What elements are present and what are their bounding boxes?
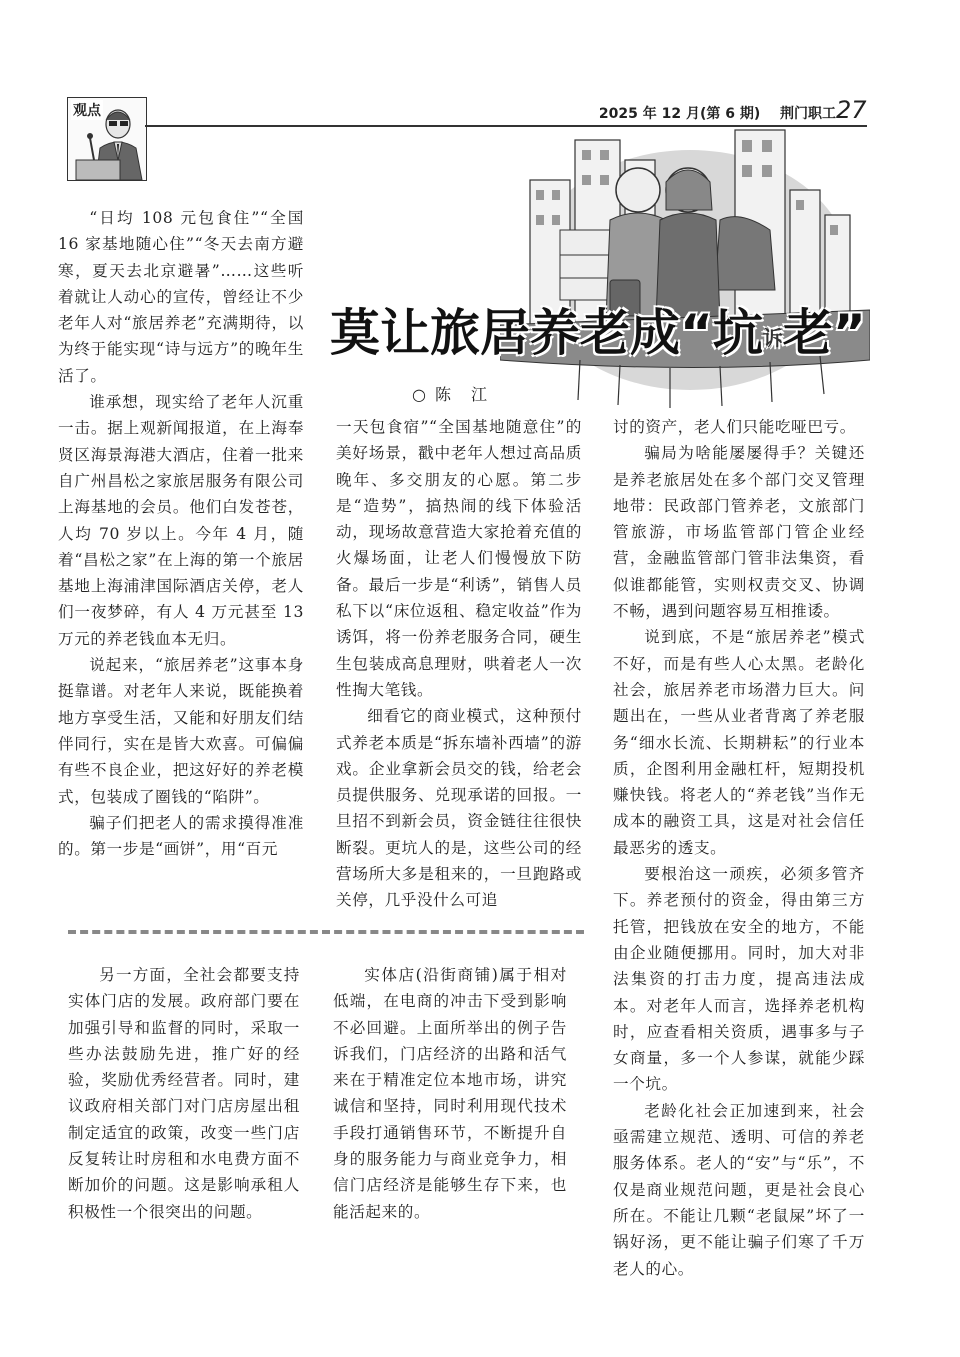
- paragraph: 骗局为啥能屡屡得手？关键还是养老旅居处在多个部门交叉管理地带：民政部门管养老，文旅部门管旅游，市场监管部门管企业经营，金融监管部门管非法集资，看似谁都能管，实则权责交叉、协调不畅，遇到问题容易互相推诿。: [613, 444, 865, 621]
- paragraph: 说起来，“旅居养老”这事本身挺靠谱。对老年人来说，既能换着地方享受生活，又能和好朋友们结伴同行，实在是皆大欢喜。可偏偏有些不良企业，把这好好的养老模式，包装成了圈钱的“陷阱”。: [58, 656, 304, 806]
- paragraph: 谁承想，现实给了老年人沉重一击。据上观新闻报道，在上海奉贤区海景海港大酒店，住着一批来自广州昌松之家旅居服务有限公司上海基地的会员。他们白发苍苍，人均 70 岁以上。今年 4 月，随着“昌松之家”在上海的第一个旅居基地上海浦津国际酒店关停，老人们一夜梦碎，有人 4 万元甚至 13 万元的养老钱血本无归。: [58, 393, 304, 648]
- page-number: 27: [836, 96, 867, 124]
- section-label: 观点: [71, 100, 103, 120]
- prev-article-column-1: [68, 962, 300, 1225]
- paragraph: 要根治这一顽疾，必须多管齐下。养老预付的资金，得由第三方托管，把钱放在安全的地方，不能由企业随便挪用。同时，加大对非法集资的打击力度，提高违法成本。对老年人而言，选择养老机构时，应查看相关资质，遇事多与子女商量，多一个人参谋，就能少踩一个坑。: [613, 865, 865, 1094]
- paragraph: 细看它的商业模式，这种预付式养老本质是“拆东墙补西墙”的游戏。企业拿新会员交的钱，给老会员提供服务、兑现承诺的回报。一旦招不到新会员，资金链往往很快断裂。更坑人的是，这些公司的经营场所大多是租来的，一旦跑路或关停，几乎没什么可追: [336, 707, 582, 910]
- paragraph: 另一方面，全社会都要支持实体门店的发展。政府部门要在加强引导和监督的同时，采取一些办法鼓励先进，推广好的经验，奖励优秀经营者。同时，建议政府相关部门对门店房屋出租制定适宜的政策，改变一些门店反复转让时房租和水电费方面不断加价的问题。这是影响承租人积极性一个很突出的问题。: [68, 966, 300, 1221]
- issue-date: 2025 年 12 月(第 6 期): [598, 106, 761, 122]
- section-badge: [67, 97, 147, 181]
- paragraph: 骗子们把老人的需求摸得准准的。第一步是“画饼”，用“百元: [58, 813, 304, 859]
- article-title: [330, 293, 866, 365]
- paragraph: 老龄化社会正加速到来，社会亟需建立规范、透明、可信的养老服务体系。老人的“安”与“乐”，不仅是商业规范问题，更是社会良心所在。不能让几颗“老鼠屎”坏了一锅好汤，更不能让骗子们寒了千万老人的心。: [613, 1101, 865, 1278]
- article-column-3: [613, 414, 865, 1282]
- prev-article-column-2: [333, 962, 567, 1225]
- byline: ○ 陈 江: [412, 385, 490, 404]
- title-text-end: 老”: [782, 304, 866, 362]
- title-text-main: 莫让旅居养老成“坑: [330, 304, 763, 362]
- paragraph: 讨的资产，老人们只能吃哑巴亏。: [613, 418, 856, 436]
- title-stamp: 诉: [762, 326, 783, 350]
- paragraph: 一天包食宿”“全国基地随意住”的美好场景，戳中老年人想过高品质晚年、多交朋友的心愿。第二步是“造势”，搞热闹的线下体验活动，现场故意营造大家抢着充值的火爆场面，让老人们慢慢放下防备。最后一步是“利诱”，销售人员私下以“床位返租、稳定收益”作为诱饵，将一份养老服务合同，硬生生包装成高息理财，哄着老人一次性掏大笔钱。: [336, 418, 582, 699]
- article-column-2: [336, 414, 582, 914]
- article-column-1: [58, 205, 304, 862]
- paragraph: 说到底，不是“旅居养老”模式不好，而是有些人心太黑。老龄化社会，旅居养老市场潜力巨大。问题出在，一些从业者背离了养老服务“细水长流、长期耕耘”的行业本质，企图利用金融杠杆，短期投机赚快钱。将老人的“养老钱”当作无成本的融资工具，这是对社会信任最恶劣的透支。: [613, 628, 865, 857]
- section-separator: [68, 930, 584, 934]
- paragraph: “日均 108 元包食住”“全国 16 家基地随心住”“冬天去南方避寒，夏天去北京避暑”……这些听着就让人动心的宣传，曾经让不少老年人对“旅居养老”充满期待，以为终于能实现“诗与远方”的晚年生活了。: [58, 209, 304, 385]
- publication-name: 荆门职工: [780, 106, 836, 122]
- elderly-couple-illustration: [500, 120, 870, 410]
- paragraph: 实体店(沿街商铺)属于相对低端，在电商的冲击下受到影响不必回避。上面所举出的例子告诉我们，门店经济的出路和活气来在于精准定位本地市场，讲究诚信和坚持，同时利用现代技术手段打通销售环节，不断提升自身的服务能力与商业竞争力，相信门店经济是能够生存下来，也能活起来的。: [333, 966, 567, 1221]
